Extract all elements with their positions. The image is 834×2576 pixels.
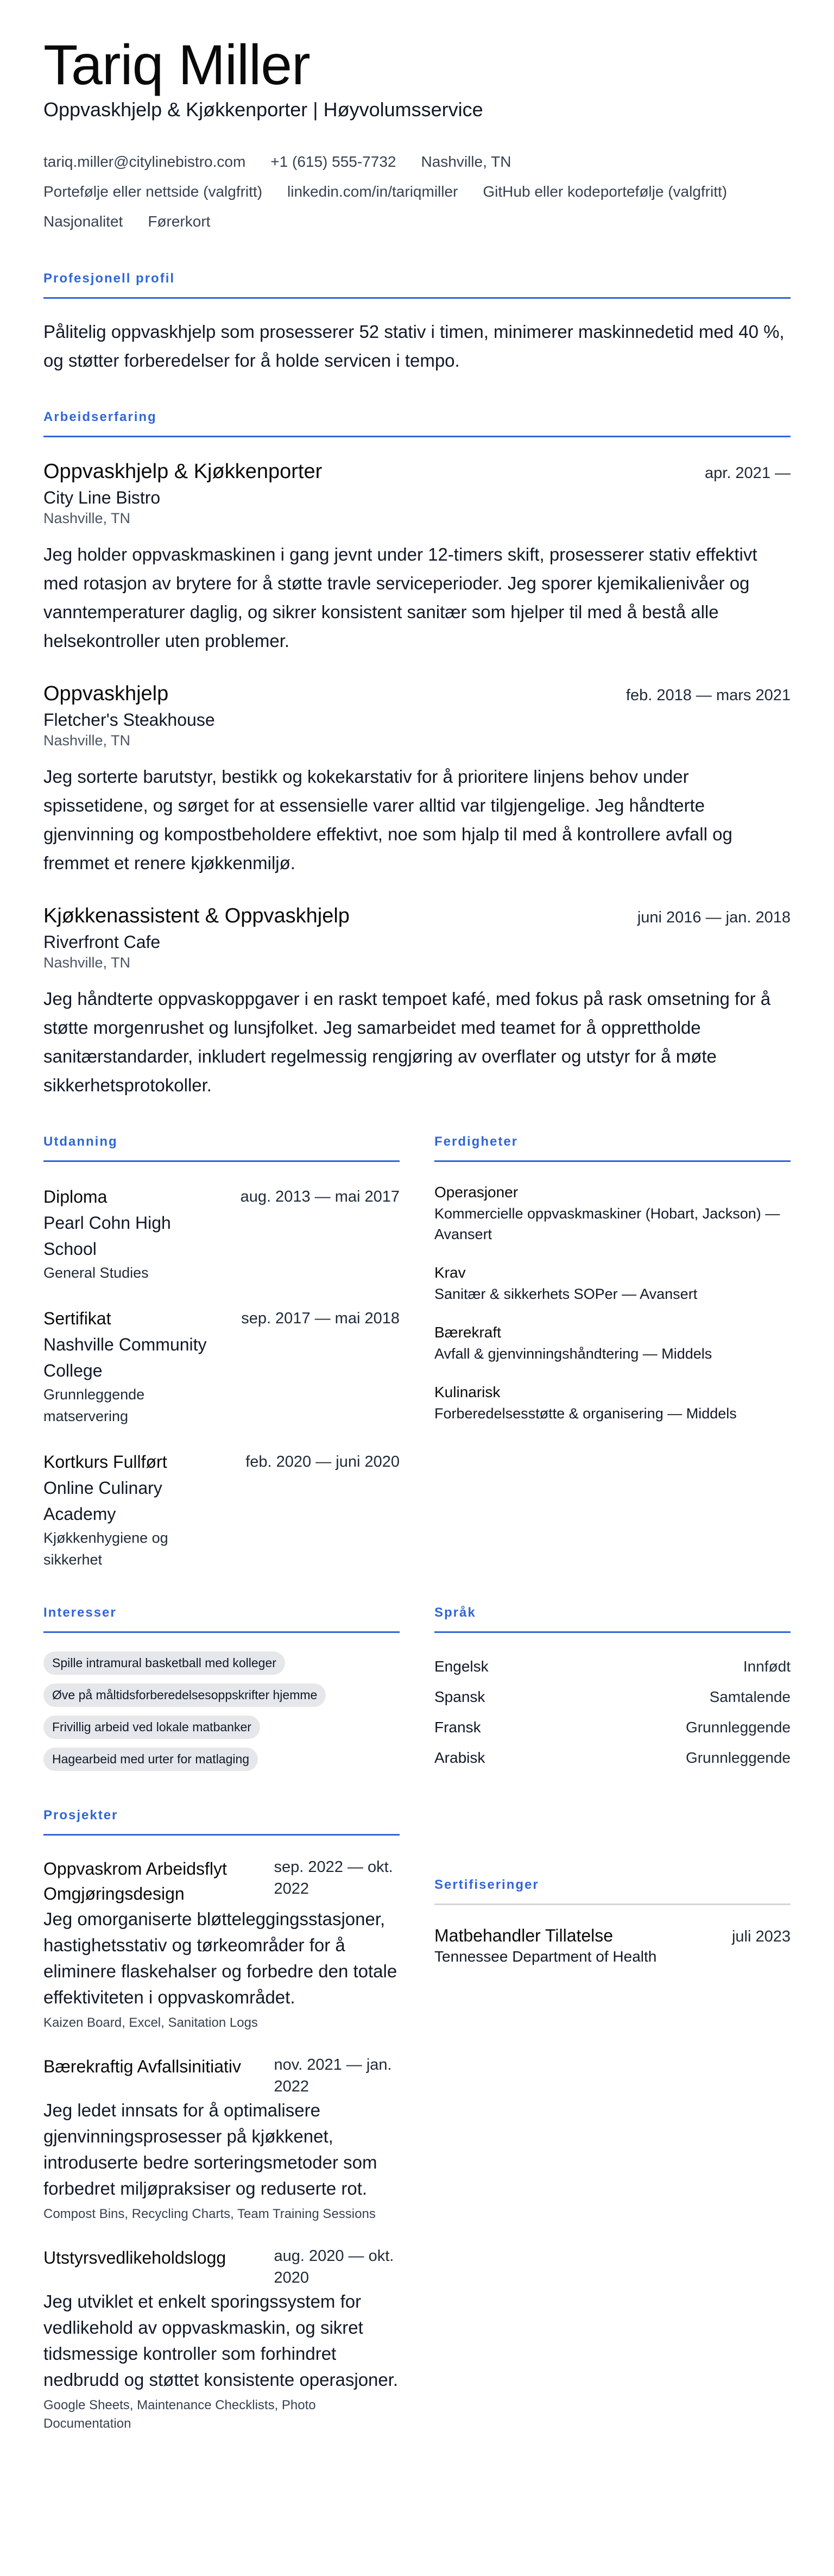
- education-entry: [43, 1449, 400, 1570]
- language-row: [434, 1743, 791, 1773]
- skill-category: Bærekraft: [434, 1323, 501, 1341]
- language-name: Arabisk: [434, 1749, 485, 1766]
- language-row: [434, 1712, 791, 1743]
- candidate-name: Tariq Miller: [43, 34, 310, 97]
- language-name: Fransk: [434, 1718, 481, 1736]
- education-school: Online Culinary Academy: [43, 1478, 162, 1524]
- job-date: apr. 2021 —: [705, 464, 791, 482]
- language-level: Grunnleggende: [685, 1749, 791, 1766]
- project-entry: [43, 1856, 400, 2032]
- education-school: Nashville Community College: [43, 1334, 207, 1380]
- project-tech: Kaizen Board, Excel, Sanitation Logs: [43, 2015, 258, 2030]
- interest-list: [43, 1651, 400, 1771]
- skill-description: Kommercielle oppvaskmaskiner (Hobart, Jackson) — Avansert: [434, 1205, 780, 1242]
- education-date: feb. 2020 — juni 2020: [245, 1453, 400, 1471]
- project-tech: Compost Bins, Recycling Charts, Team Training Sessions: [43, 2206, 376, 2221]
- skill-category: Operasjoner: [434, 1183, 519, 1201]
- job-description: Jeg holder oppvaskmaskinen i gang jevnt under 12-timers skift, prosesserer stativ effektivt med rotasjon av brytere for å støtte travle serviceperioder. Jeg sporer kjemikalienivåer og vanntemperaturer daglig, og sikrer konsistent sanitær som hjelper til med å bestå alle helsekontroller uten problemer.: [43, 544, 757, 651]
- job-company: Fletcher's Steakhouse: [43, 709, 215, 730]
- contact-info: [43, 147, 791, 236]
- contact-nationality: Nasjonalitet: [43, 212, 123, 230]
- job-entry: [43, 904, 791, 1099]
- education-date: sep. 2017 — mai 2018: [241, 1309, 400, 1327]
- project-entry: [43, 2054, 400, 2223]
- skill-description: Avfall & gjenvinningshåndtering — Middels: [434, 1345, 712, 1362]
- profile-section: [43, 271, 791, 375]
- job-entry: [43, 682, 791, 877]
- contact-github[interactable]: GitHub eller kodeportefølje (valgfritt): [483, 183, 728, 200]
- certification-date: juli 2023: [731, 1927, 791, 1945]
- contact-email[interactable]: tariq.miller@citylinebistro.com: [43, 153, 246, 170]
- interest-pill: Hagearbeid med urter for matlaging: [43, 1748, 258, 1771]
- section-title: Arbeidserfaring: [43, 410, 791, 437]
- job-entry: [43, 460, 791, 655]
- project-description: Jeg omorganiserte bløtteleggingsstasjoner, hastighetsstativ og tørkeområder for å eliminere flaskehalser og forbedre den totale effektiviteten i oppvaskområdet.: [43, 1908, 397, 2007]
- job-company: City Line Bistro: [43, 487, 161, 507]
- section-title: Interesser: [43, 1605, 400, 1633]
- education-field: Grunnleggende matservering: [43, 1386, 145, 1424]
- job-location: Nashville, TN: [43, 510, 131, 526]
- project-description: Jeg utviklet et enkelt sporingssystem for vedlikehold av oppvaskmaskin, og sikret tidsmessige kontroller som forhindret nedbrudd og støttet konsistente operasjoner.: [43, 2291, 399, 2390]
- interest-pill: Frivillig arbeid ved lokale matbanker: [43, 1716, 260, 1739]
- skill-description: Forberedelsesstøtte & organisering — Middels: [434, 1405, 737, 1422]
- certification-issuer: Tennessee Department of Health: [434, 1947, 657, 1965]
- project-date: aug. 2020 — okt. 2020: [274, 2247, 394, 2286]
- profile-text: Pålitelig oppvaskhjelp som prosesserer 52 stativ i timen, minimerer maskinnedetid med 40 %, og støtter forberedelser for å holde servicen i tempo.: [43, 321, 785, 370]
- education-section: [43, 1134, 400, 1570]
- skill-description: Sanitær & sikkerhets SOPer — Avansert: [434, 1285, 698, 1302]
- job-description: Jeg håndterte oppvaskoppgaver i en raskt tempoet kafé, med fokus på rask omsetning for å støtte morgenrushet og lunsjfolket. Jeg samarbeidet med teamet for å opprettholde sanitærstandarder, inkludert regelmessig rengjøring av overflater og utstyr for å møte sikkerhetsprotokoller.: [43, 988, 771, 1095]
- project-entry: [43, 2245, 400, 2433]
- contact-phone[interactable]: +1 (615) 555-7732: [270, 153, 396, 170]
- certification-name: Matbehandler Tillatelse: [434, 1925, 614, 1945]
- project-date: nov. 2021 — jan. 2022: [274, 2056, 392, 2095]
- project-title: Bærekraftig Avfallsinitiativ: [43, 2056, 241, 2076]
- contact-location: Nashville, TN: [421, 153, 511, 170]
- skill-category: Kulinarisk: [434, 1383, 501, 1400]
- certifications-section: [434, 1877, 791, 2433]
- section-title: Profesjonell profil: [43, 271, 791, 299]
- skill-category: Krav: [434, 1264, 466, 1281]
- job-location: Nashville, TN: [43, 732, 131, 749]
- language-row: [434, 1682, 791, 1712]
- contact-row: [43, 177, 791, 206]
- education-field: Kjøkkenhygiene og sikkerhet: [43, 1529, 168, 1568]
- project-tech: Google Sheets, Maintenance Checklists, Photo Documentation: [43, 2397, 316, 2431]
- contact-row: [43, 147, 791, 177]
- skills-section: [434, 1134, 791, 1570]
- candidate-headline: Oppvaskhjelp & Kjøkkenporter | Høyvolumsservice: [43, 98, 483, 121]
- job-title: Oppvaskhjelp & Kjøkkenporter: [43, 460, 323, 483]
- certification-entry: [434, 1926, 791, 1965]
- language-level: Innfødt: [743, 1657, 791, 1675]
- education-school: Pearl Cohn High School: [43, 1212, 171, 1259]
- job-title: Kjøkkenassistent & Oppvaskhjelp: [43, 904, 350, 927]
- interest-pill: Spille intramural basketball med kolleger: [43, 1651, 285, 1675]
- projects-certifications-row: [43, 1808, 791, 2433]
- education-date: aug. 2013 — mai 2017: [240, 1188, 400, 1205]
- language-level: Grunnleggende: [685, 1718, 791, 1736]
- language-name: Engelsk: [434, 1657, 489, 1675]
- section-title: Ferdigheter: [434, 1134, 791, 1162]
- education-degree: Kortkurs Fullført: [43, 1452, 167, 1472]
- job-company: Riverfront Cafe: [43, 932, 161, 952]
- section-title: Utdanning: [43, 1134, 400, 1162]
- skill-entry: [434, 1262, 791, 1304]
- skill-entry: [434, 1381, 791, 1424]
- contact-portfolio[interactable]: Portefølje eller nettside (valgfritt): [43, 183, 263, 200]
- interest-pill: Øve på måltidsforberedelsesoppskrifter hjemme: [43, 1683, 326, 1707]
- project-date: sep. 2022 — okt. 2022: [274, 1858, 393, 1898]
- language-level: Samtalende: [709, 1688, 791, 1705]
- education-entry: [43, 1305, 400, 1427]
- section-title: Språk: [434, 1605, 791, 1633]
- section-title: Sertifiseringer: [434, 1877, 791, 1905]
- education-degree: Diploma: [43, 1186, 108, 1207]
- languages-section: [434, 1605, 791, 1773]
- section-title: Prosjekter: [43, 1808, 400, 1836]
- job-description: Jeg sorterte barutstyr, bestikk og kokekarstativ for å prioritere linjens behov under spissetidene, og sørget for at essensielle varer alltid var tilgjengelige. Jeg håndterte gjenvinning og kompostbeholdere effektivt, noe som hjalp til med å kontrollere avfall og fremmet et renere kjøkkenmiljø.: [43, 766, 732, 873]
- education-skills-row: [43, 1134, 791, 1570]
- education-degree: Sertifikat: [43, 1308, 111, 1328]
- skill-entry: [434, 1182, 791, 1245]
- language-row: [434, 1651, 791, 1682]
- contact-row: [43, 206, 791, 236]
- contact-linkedin[interactable]: linkedin.com/in/tariqmiller: [287, 183, 458, 200]
- skill-entry: [434, 1322, 791, 1364]
- resume-header: [43, 36, 791, 236]
- language-list: [434, 1651, 791, 1773]
- interests-section: [43, 1605, 400, 1773]
- job-date: feb. 2018 — mars 2021: [626, 686, 791, 704]
- experience-section: [43, 410, 791, 1099]
- projects-section: [43, 1808, 400, 2433]
- project-description: Jeg ledet innsats for å optimalisere gjenvinningsprosesser på kjøkkenet, introduserte bedre sorteringsmetoder som forbedret miljøpraksiser og reduserte rot.: [43, 2100, 377, 2198]
- education-entry: [43, 1184, 400, 1284]
- education-field: General Studies: [43, 1264, 149, 1281]
- project-title: Utstyrsvedlikeholdslogg: [43, 2247, 226, 2267]
- job-date: juni 2016 — jan. 2018: [637, 908, 791, 926]
- interests-languages-row: [43, 1605, 791, 1773]
- job-location: Nashville, TN: [43, 954, 131, 971]
- job-title: Oppvaskhjelp: [43, 682, 169, 705]
- contact-drivers-license: Førerkort: [148, 212, 211, 230]
- language-name: Spansk: [434, 1688, 485, 1705]
- project-title: Oppvaskrom Arbeidsflyt Omgjøringsdesign: [43, 1858, 227, 1903]
